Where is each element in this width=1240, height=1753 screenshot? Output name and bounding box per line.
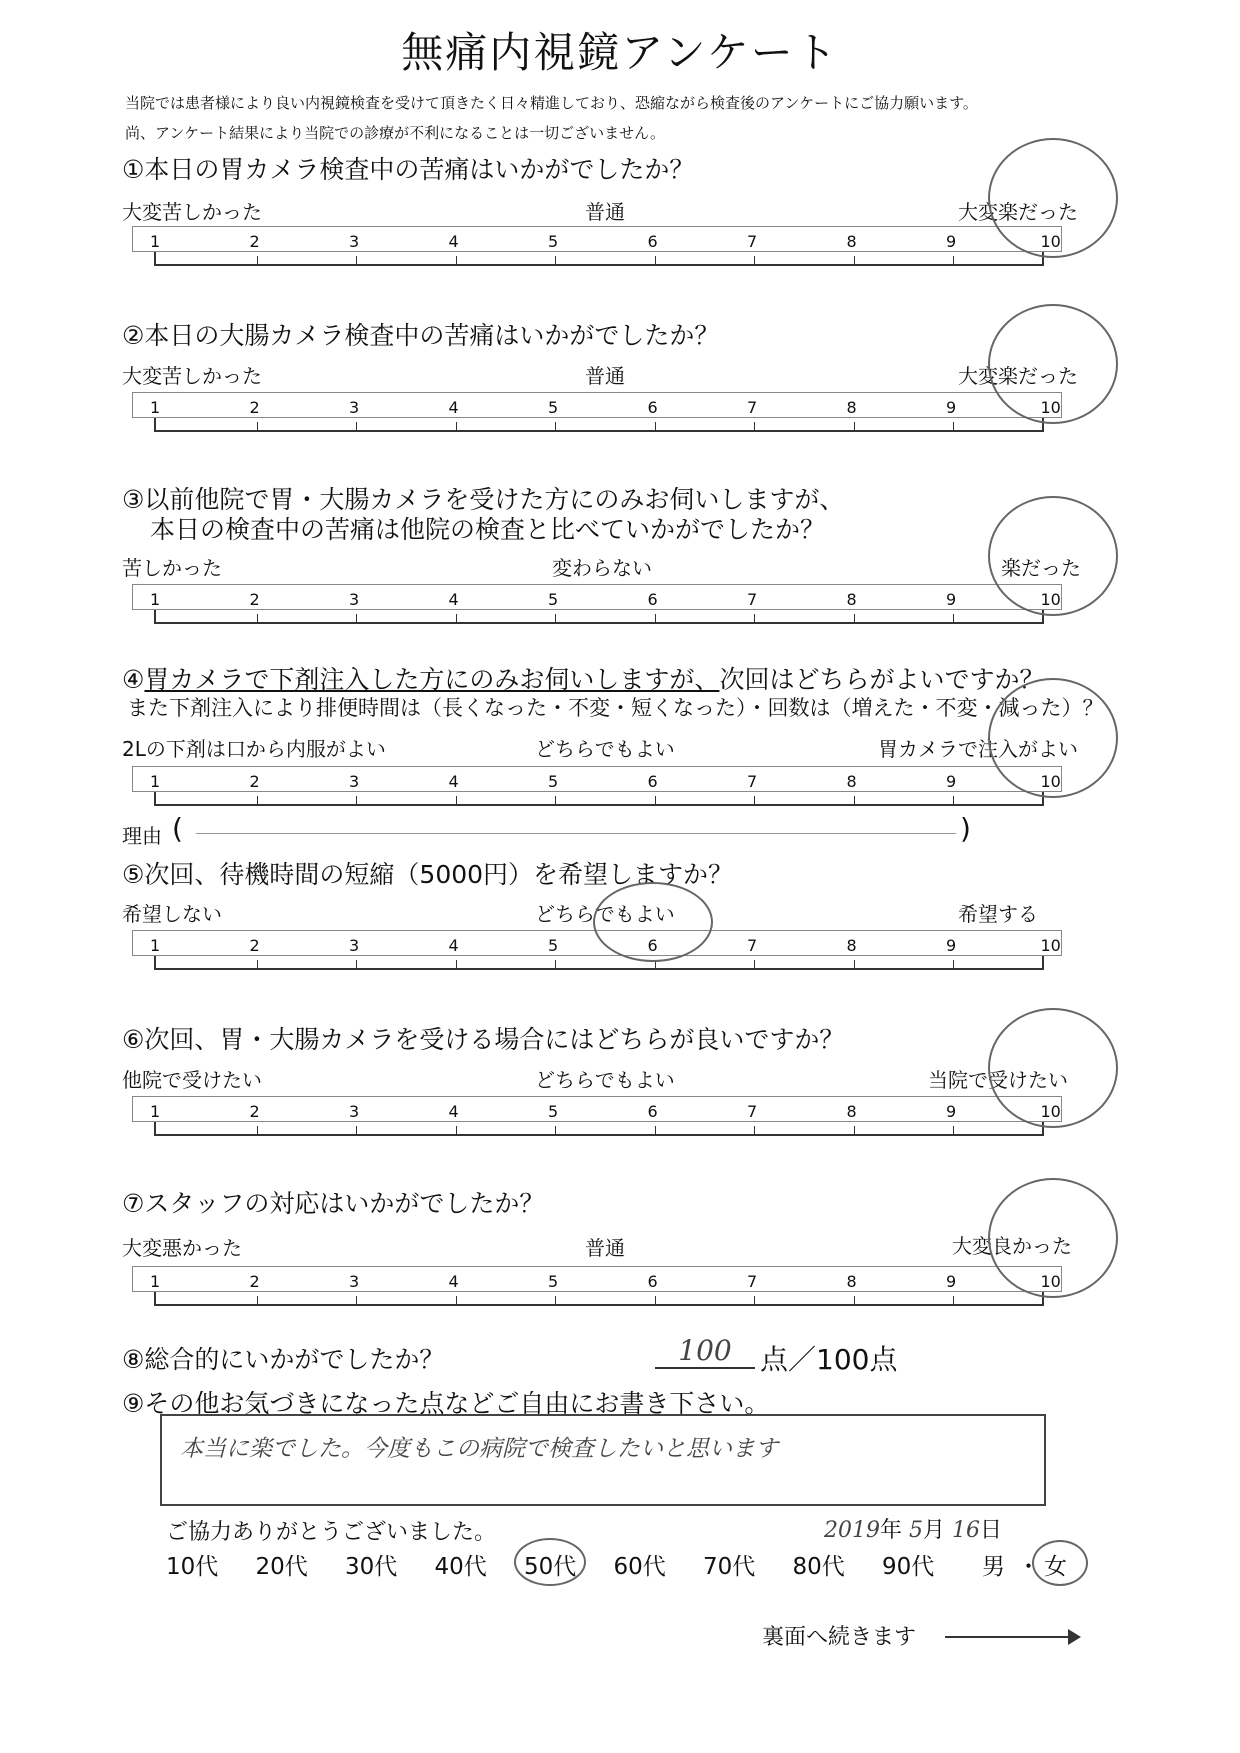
q4-scale-option-5[interactable]: 5 (548, 772, 559, 791)
q5-scale-tick (257, 960, 258, 968)
q6-scale-option-2[interactable]: 2 (249, 1102, 260, 1121)
q7-scale-tick (754, 1296, 755, 1304)
q6-scale-tick (456, 1126, 457, 1134)
q1-scale-box (132, 226, 1062, 252)
q1-scale-option-8[interactable]: 8 (846, 232, 857, 251)
q2-scale-option-1[interactable]: 1 (150, 398, 161, 417)
q1-scale-option-10[interactable]: 10 (1040, 232, 1061, 251)
q2-scale-option-4[interactable]: 4 (448, 398, 459, 417)
gender-male[interactable]: 男 (982, 1554, 1005, 1580)
comment-box[interactable] (160, 1414, 1046, 1506)
q2-scale-box (132, 392, 1062, 418)
q5-text: ⑤次回、待機時間の短縮（5000円）を希望しますか？ (122, 860, 734, 889)
q2-answer-circle-mark (988, 304, 1118, 424)
age-option-90代[interactable]: 90代 (882, 1554, 935, 1580)
q7-scale-option-10[interactable]: 10 (1040, 1272, 1061, 1291)
q6-scale-option-6[interactable]: 6 (647, 1102, 658, 1121)
q4-answer-circle-mark (988, 678, 1118, 798)
q2-mid-label: 普通 (585, 364, 625, 388)
q6-scale-option-4[interactable]: 4 (448, 1102, 459, 1121)
q1-scale-tick (953, 256, 954, 264)
q1-left-label: 大変苦しかった (122, 200, 262, 224)
age-option-70代[interactable]: 70代 (703, 1554, 756, 1580)
q5-scale-tick (456, 960, 457, 968)
q8-score-field[interactable]: 100 (655, 1334, 755, 1369)
q2-scale-tick (555, 422, 556, 430)
q2-scale-tick (754, 422, 755, 430)
q1-scale-option-5[interactable]: 5 (548, 232, 559, 251)
q6-scale-tick (953, 1126, 954, 1134)
q7-scale-tick (555, 1296, 556, 1304)
q2-scale-tick (456, 422, 457, 430)
date-month[interactable]: 5 (909, 1518, 924, 1543)
q3-scale-option-1[interactable]: 1 (150, 590, 161, 609)
q3-scale-option-7[interactable]: 7 (747, 590, 758, 609)
q1-answer-circle-mark (988, 138, 1118, 258)
q4-mid-label: どちらでもよい (535, 737, 675, 761)
q5-scale-tick (555, 960, 556, 968)
q7-right-label: 大変良かった (952, 1234, 1072, 1258)
q4-scale-tick (854, 796, 855, 804)
q6-scale-tick (854, 1126, 855, 1134)
q4-scale-tick (555, 796, 556, 804)
age-option-30代[interactable]: 30代 (345, 1554, 398, 1580)
q3-scale-option-2[interactable]: 2 (249, 590, 260, 609)
q6-scale-tick (356, 1126, 357, 1134)
q2-text: ②本日の大腸カメラ検査中の苦痛はいかがでしたか？ (122, 321, 720, 350)
continue-arrow-icon (1068, 1629, 1081, 1645)
q4-scale-option-2[interactable]: 2 (249, 772, 260, 791)
q3-right-label: 楽だった (1001, 556, 1081, 580)
q5-scale-option-6[interactable]: 6 (647, 936, 658, 955)
year-unit: 年 (880, 1518, 903, 1543)
q4-scale-option-1[interactable]: 1 (150, 772, 161, 791)
q3-text-1: ③以前他院で胃・大腸カメラを受けた方にのみお伺いしますが、 (122, 485, 845, 514)
gender-female[interactable]: 女 (1044, 1554, 1067, 1580)
age-option-60代[interactable]: 60代 (613, 1554, 666, 1580)
q4-number: ④ (122, 665, 145, 694)
age-option-50代[interactable]: 50代 (524, 1554, 577, 1580)
q2-scale-option-10[interactable]: 10 (1040, 398, 1061, 417)
q1-text: ①本日の胃カメラ検査中の苦痛はいかがでしたか？ (122, 155, 695, 184)
q5-scale-tick (356, 960, 357, 968)
q7-scale-box (132, 1266, 1062, 1292)
q1-scale-tick (356, 256, 357, 264)
q7-mid-label: 普通 (585, 1236, 625, 1260)
q1-scale-option-1[interactable]: 1 (150, 232, 161, 251)
q7-text: ⑦スタッフの対応はいかがでしたか？ (122, 1189, 545, 1218)
q3-scale-tick (456, 614, 457, 622)
q7-scale-tick (257, 1296, 258, 1304)
q6-scale-option-7[interactable]: 7 (747, 1102, 758, 1121)
q5-mid-label: どちらでもよい (535, 902, 675, 926)
q1-right-label: 大変楽だった (958, 200, 1078, 224)
q6-scale-box (132, 1096, 1062, 1122)
q4-scale-option-4[interactable]: 4 (448, 772, 459, 791)
q7-scale-option-8[interactable]: 8 (846, 1272, 857, 1291)
intro-line-2: 尚、アンケート結果により当院での診療が不利になることは一切ございません。 (125, 124, 666, 142)
q1-scale-option-6[interactable]: 6 (647, 232, 658, 251)
q7-scale-option-6[interactable]: 6 (647, 1272, 658, 1291)
age-option-10代[interactable]: 10代 (166, 1554, 219, 1580)
thanks-text: ご協力ありがとうございました。 (166, 1520, 497, 1545)
q3-scale-tick (754, 614, 755, 622)
comment-text: 本当に楽でした。今度もこの病院で検査したいと思います (180, 1436, 778, 1462)
q6-scale-option-1[interactable]: 1 (150, 1102, 161, 1121)
q3-scale-option-4[interactable]: 4 (448, 590, 459, 609)
q7-scale-tick (356, 1296, 357, 1304)
age-option-40代[interactable]: 40代 (434, 1554, 487, 1580)
date-year[interactable]: 2019 (824, 1518, 880, 1543)
gender-circle-mark (1032, 1540, 1088, 1586)
q7-left-label: 大変悪かった (122, 1236, 242, 1260)
q6-scale-tick (257, 1126, 258, 1134)
q5-scale-axis (154, 956, 1044, 970)
q4-scale-option-7[interactable]: 7 (747, 772, 758, 791)
q5-scale-option-3[interactable]: 3 (349, 936, 360, 955)
q4-text-2: また下剤注入により排便時間は（長くなった・不変・短くなった）・回数は（増えた・不変・減った）？ (127, 696, 1104, 720)
q1-scale-tick (257, 256, 258, 264)
q5-scale-option-5[interactable]: 5 (548, 936, 559, 955)
survey-title: 無痛内視鏡アンケート (401, 28, 839, 77)
q3-scale-axis (154, 610, 1044, 624)
date (824, 1513, 1002, 1544)
q3-scale-box (132, 584, 1062, 610)
q6-answer-circle-mark (988, 1008, 1118, 1128)
reason-close-paren: ) (960, 812, 971, 845)
q7-scale-option-7[interactable]: 7 (747, 1272, 758, 1291)
q1-mid-label: 普通 (585, 200, 625, 224)
q4-reason-label: 理由 (122, 824, 162, 848)
q2-left-label: 大変苦しかった (122, 364, 262, 388)
q1-scale-option-7[interactable]: 7 (747, 232, 758, 251)
q2-scale-option-8[interactable]: 8 (846, 398, 857, 417)
q2-scale-option-7[interactable]: 7 (747, 398, 758, 417)
q7-scale-tick (655, 1296, 656, 1304)
q1-scale-tick (854, 256, 855, 264)
q3-scale-option-8[interactable]: 8 (846, 590, 857, 609)
q4-scale-tick (953, 796, 954, 804)
age-option-20代[interactable]: 20代 (255, 1554, 308, 1580)
q4-scale-tick (456, 796, 457, 804)
q5-scale-option-2[interactable]: 2 (249, 936, 260, 955)
q1-scale-option-4[interactable]: 4 (448, 232, 459, 251)
q6-scale-option-8[interactable]: 8 (846, 1102, 857, 1121)
q6-right-label: 当院で受けたい (928, 1068, 1068, 1092)
q3-scale-tick (854, 614, 855, 622)
q8-unit: 点／100点 (760, 1343, 898, 1376)
q4-text-1 (122, 660, 1044, 696)
q2-scale-option-2[interactable]: 2 (249, 398, 260, 417)
q6-scale-option-3[interactable]: 3 (349, 1102, 360, 1121)
q1-scale-option-3[interactable]: 3 (349, 232, 360, 251)
month-unit: 月 (923, 1518, 946, 1543)
reason-open-paren: ( (172, 812, 183, 845)
continue-text: 裏面へ続きます (762, 1625, 917, 1650)
q7-scale-option-1[interactable]: 1 (150, 1272, 161, 1291)
age-circle-mark (514, 1538, 586, 1586)
age-option-80代[interactable]: 80代 (792, 1554, 845, 1580)
q5-left-label: 希望しない (122, 902, 222, 926)
q1-scale-option-9[interactable]: 9 (946, 232, 957, 251)
q2-scale-tick (655, 422, 656, 430)
q3-mid-label: 変わらない (552, 556, 652, 580)
q4-scale-option-8[interactable]: 8 (846, 772, 857, 791)
date-day[interactable]: 16 (952, 1518, 981, 1543)
q4-right-label: 胃カメラで注入がよい (878, 737, 1078, 761)
q4-scale-tick (356, 796, 357, 804)
q1-scale-tick (555, 256, 556, 264)
q4-question: 次回はどちらがよいですか？ (719, 665, 1045, 694)
q2-scale-option-5[interactable]: 5 (548, 398, 559, 417)
q3-left-label: 苦しかった (122, 556, 222, 580)
q7-scale-tick (456, 1296, 457, 1304)
gender-sep: ・ (1017, 1554, 1040, 1580)
q1-scale-option-2[interactable]: 2 (249, 232, 260, 251)
q4-left-label: 2Lの下剤は口から内服がよい (122, 737, 386, 761)
q6-scale-option-9[interactable]: 9 (946, 1102, 957, 1121)
q5-scale-tick (754, 960, 755, 968)
q9-text: ⑨その他お気づきになった点などご自由にお書き下さい。 (122, 1389, 770, 1418)
q5-right-label: 希望する (958, 902, 1038, 926)
q7-scale-option-9[interactable]: 9 (946, 1272, 957, 1291)
q7-scale-option-2[interactable]: 2 (249, 1272, 260, 1291)
q4-scale-tick (655, 796, 656, 804)
q1-scale-tick (754, 256, 755, 264)
q6-scale-tick (655, 1126, 656, 1134)
q2-scale-tick (854, 422, 855, 430)
q6-text: ⑥次回、胃・大腸カメラを受ける場合にはどちらが良いですか？ (122, 1025, 845, 1054)
q1-scale-tick (456, 256, 457, 264)
q3-scale-option-3[interactable]: 3 (349, 590, 360, 609)
q6-scale-option-5[interactable]: 5 (548, 1102, 559, 1121)
q7-answer-circle-mark (988, 1178, 1118, 1298)
q2-scale-axis (154, 418, 1044, 432)
q4-scale-axis (154, 792, 1044, 806)
q7-scale-tick (854, 1296, 855, 1304)
q4-scale-box (132, 766, 1062, 792)
q3-answer-circle-mark (988, 496, 1118, 616)
q2-scale-option-6[interactable]: 6 (647, 398, 658, 417)
q4-scale-option-10[interactable]: 10 (1040, 772, 1061, 791)
q5-scale-option-8[interactable]: 8 (846, 936, 857, 955)
q7-scale-tick (953, 1296, 954, 1304)
q2-scale-tick (953, 422, 954, 430)
q3-scale-tick (655, 614, 656, 622)
q3-scale-option-6[interactable]: 6 (647, 590, 658, 609)
q4-scale-tick (257, 796, 258, 804)
q7-scale-option-4[interactable]: 4 (448, 1272, 459, 1291)
continue-arrow-line (945, 1636, 1073, 1638)
q3-scale-tick (257, 614, 258, 622)
q5-scale-option-10[interactable]: 10 (1040, 936, 1061, 955)
q5-scale-option-9[interactable]: 9 (946, 936, 957, 955)
q5-scale-option-1[interactable]: 1 (150, 936, 161, 955)
q5-answer-circle-mark (593, 882, 713, 962)
reason-field[interactable] (196, 832, 956, 834)
q4-condition: 胃カメラで下剤注入した方にのみお伺いしますが、 (144, 665, 720, 694)
q1-scale-axis (154, 252, 1044, 266)
q6-mid-label: どちらでもよい (535, 1068, 675, 1092)
q2-scale-option-9[interactable]: 9 (946, 398, 957, 417)
q8-text: ⑧総合的にいかがでしたか？ (122, 1345, 445, 1374)
q5-scale-option-7[interactable]: 7 (747, 936, 758, 955)
q6-scale-option-10[interactable]: 10 (1040, 1102, 1061, 1121)
q4-scale-tick (754, 796, 755, 804)
q3-scale-option-9[interactable]: 9 (946, 590, 957, 609)
q3-scale-option-10[interactable]: 10 (1040, 590, 1061, 609)
q3-scale-tick (356, 614, 357, 622)
q2-scale-tick (257, 422, 258, 430)
day-unit: 日 (980, 1518, 1003, 1543)
q7-scale-option-3[interactable]: 3 (349, 1272, 360, 1291)
q4-scale-option-6[interactable]: 6 (647, 772, 658, 791)
q2-scale-option-3[interactable]: 3 (349, 398, 360, 417)
q5-scale-tick (854, 960, 855, 968)
q2-scale-tick (356, 422, 357, 430)
q1-scale-tick (655, 256, 656, 264)
q7-scale-option-5[interactable]: 5 (548, 1272, 559, 1291)
q6-scale-tick (555, 1126, 556, 1134)
q5-scale-option-4[interactable]: 4 (448, 936, 459, 955)
intro-line-1: 当院では患者様により良い内視鏡検査を受けて頂きたく日々精進しており、恐縮ながら検査後のアンケートにご協力願います。 (125, 94, 978, 112)
q3-scale-tick (953, 614, 954, 622)
q6-left-label: 他院で受けたい (122, 1068, 262, 1092)
q4-scale-option-9[interactable]: 9 (946, 772, 957, 791)
q2-right-label: 大変楽だった (958, 364, 1078, 388)
q4-scale-option-3[interactable]: 3 (349, 772, 360, 791)
q6-scale-axis (154, 1122, 1044, 1136)
q3-text-2: 本日の検査中の苦痛は他院の検査と比べていかがでしたか？ (150, 515, 826, 544)
q5-scale-tick (953, 960, 954, 968)
q7-scale-axis (154, 1292, 1044, 1306)
q3-scale-tick (555, 614, 556, 622)
q6-scale-tick (754, 1126, 755, 1134)
q3-scale-option-5[interactable]: 5 (548, 590, 559, 609)
